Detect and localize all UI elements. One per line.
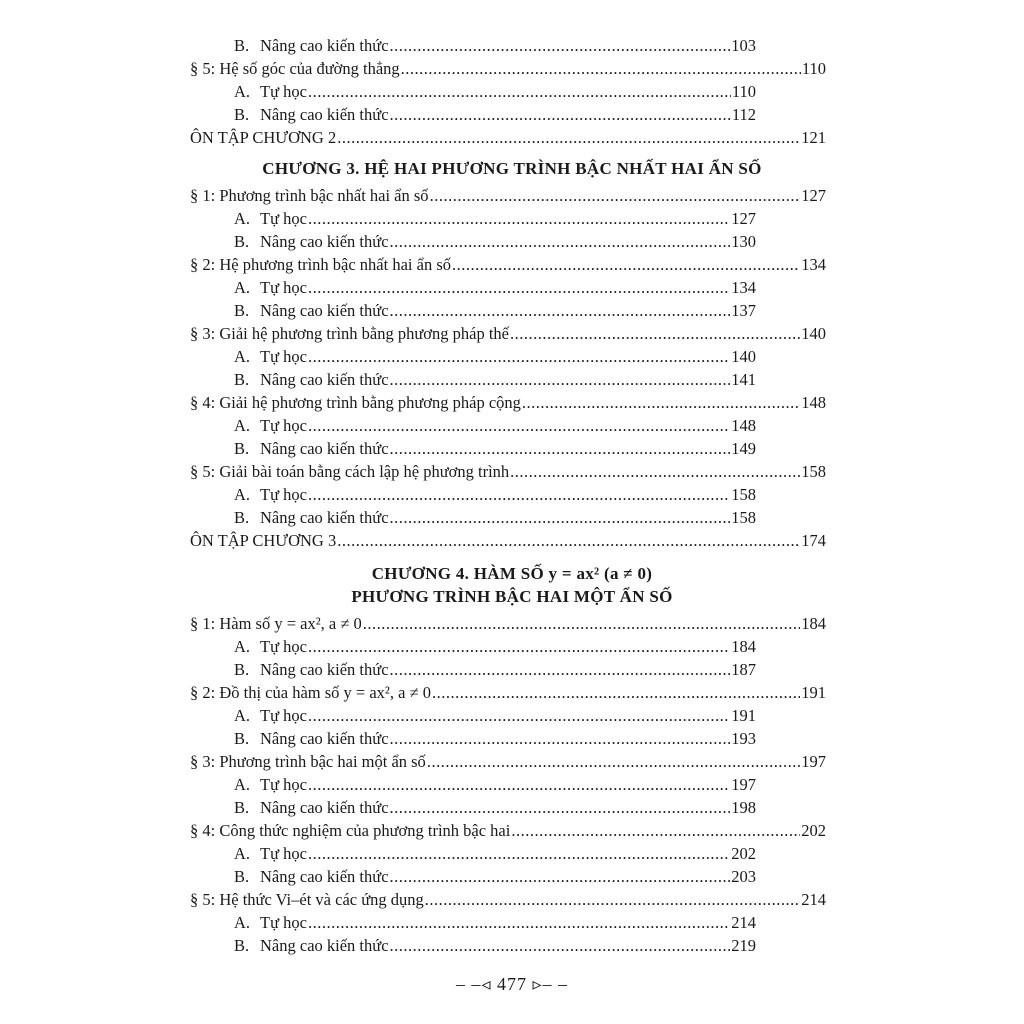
toc-entry-label: § 1: Phương trình bậc nhất hai ẩn số xyxy=(190,186,429,205)
toc-entry-label: § 2: Hệ phương trình bậc nhất hai ẩn số xyxy=(190,255,451,274)
toc-section-row[interactable] xyxy=(0,460,1024,483)
dot-leader xyxy=(390,727,731,750)
dot-leader xyxy=(308,704,730,727)
toc-section-row[interactable] xyxy=(0,322,1024,345)
dot-leader xyxy=(390,103,731,126)
toc-page-number: 193 xyxy=(731,729,756,748)
toc-entry-label: Nâng cao kiến thức xyxy=(260,370,389,389)
toc-subsection-row[interactable] xyxy=(0,934,1024,957)
toc-entry-label: § 5: Hệ thức Vi–ét và các ứng dụng xyxy=(190,890,424,909)
dot-leader xyxy=(452,253,800,276)
toc-entry-label: § 5: Hệ số góc của đường thẳng xyxy=(190,59,400,78)
dot-leader xyxy=(308,842,730,865)
toc-subsection-row[interactable] xyxy=(0,276,1024,299)
dot-leader xyxy=(308,414,730,437)
chapter-title-line: CHƯƠNG 4. HÀM SỐ y = ax² (a ≠ 0) xyxy=(371,564,653,583)
dot-leader xyxy=(425,888,800,911)
toc-page-number: 184 xyxy=(731,637,756,656)
dot-leader xyxy=(390,34,731,57)
toc-page-number: 214 xyxy=(801,890,826,909)
toc-page-number: 112 xyxy=(731,105,756,124)
toc-entry-letter: B. xyxy=(234,105,250,124)
toc-entry-label: Nâng cao kiến thức xyxy=(260,867,389,886)
toc-entry-label: Tự học xyxy=(260,485,307,504)
toc-section-row[interactable] xyxy=(0,391,1024,414)
dot-leader xyxy=(337,126,800,149)
toc-entry-label: § 4: Công thức nghiệm của phương trình bậc hai xyxy=(190,821,511,840)
dot-leader xyxy=(308,773,730,796)
toc-subsection-row[interactable] xyxy=(0,842,1024,865)
dot-leader xyxy=(390,299,731,322)
dot-leader xyxy=(308,635,730,658)
toc-entry-letter: A. xyxy=(234,637,251,656)
toc-entry-label: § 2: Đồ thị của hàm số y = ax², a ≠ 0 xyxy=(190,683,431,702)
toc-section-row[interactable] xyxy=(0,57,1024,80)
chapter-title-line: PHƯƠNG TRÌNH BẬC HAI MỘT ẨN SỐ xyxy=(351,587,673,606)
toc-entry-letter: A. xyxy=(234,416,251,435)
dot-leader xyxy=(308,483,730,506)
toc-entry-label: § 1: Hàm số y = ax², a ≠ 0 xyxy=(190,614,362,633)
toc-page-number: 158 xyxy=(731,485,756,504)
toc-page-number: 134 xyxy=(731,278,756,297)
dot-leader xyxy=(401,57,801,80)
toc-page-number: 127 xyxy=(801,186,826,205)
toc-entry-label: Nâng cao kiến thức xyxy=(260,508,389,527)
toc-entry-label: Tự học xyxy=(260,775,307,794)
toc-entry-letter: B. xyxy=(234,301,250,320)
toc-subsection-row[interactable] xyxy=(0,773,1024,796)
toc-entry-label: Tự học xyxy=(260,706,307,725)
toc-section-row[interactable] xyxy=(0,819,1024,842)
toc-page-number: 203 xyxy=(731,867,756,886)
toc-section-row[interactable] xyxy=(0,681,1024,704)
dot-leader xyxy=(308,911,730,934)
chapter-heading xyxy=(0,149,1024,184)
dot-leader xyxy=(308,207,730,230)
toc-entry-letter: B. xyxy=(234,936,250,955)
toc-section-row[interactable] xyxy=(0,529,1024,552)
dot-leader xyxy=(430,184,801,207)
toc-page-number: 140 xyxy=(801,324,826,343)
dot-leader xyxy=(390,506,731,529)
toc-page-number: 103 xyxy=(731,36,756,55)
dot-leader xyxy=(510,322,800,345)
toc-page-number: 148 xyxy=(801,393,826,412)
toc-page-number: 198 xyxy=(731,798,756,817)
toc-subsection-row[interactable] xyxy=(0,911,1024,934)
toc-entry-letter: B. xyxy=(234,370,250,389)
dot-leader xyxy=(427,750,800,773)
toc-subsection-row[interactable] xyxy=(0,80,1024,103)
toc-subsection-row[interactable] xyxy=(0,658,1024,681)
toc-entry-label: Nâng cao kiến thức xyxy=(260,798,389,817)
toc-entry-label: Tự học xyxy=(260,844,307,863)
toc-page-number: 197 xyxy=(801,752,826,771)
toc-subsection-row[interactable] xyxy=(0,635,1024,658)
chapter-title-line: CHƯƠNG 3. HỆ HAI PHƯƠNG TRÌNH BẬC NHẤT HAI ẨN SỐ xyxy=(262,159,762,178)
toc-entry-label: Tự học xyxy=(260,637,307,656)
toc-page-number: 191 xyxy=(801,683,826,702)
toc-entry-letter: A. xyxy=(234,485,251,504)
toc-page-number: 158 xyxy=(801,462,826,481)
toc-page-number: 110 xyxy=(731,82,756,101)
toc-subsection-row[interactable] xyxy=(0,103,1024,126)
dot-leader xyxy=(510,460,800,483)
toc-entry-label: Nâng cao kiến thức xyxy=(260,439,389,458)
toc-entry-letter: A. xyxy=(234,278,251,297)
toc-subsection-row[interactable] xyxy=(0,299,1024,322)
toc-page-number: 130 xyxy=(731,232,756,251)
toc-page-number: 121 xyxy=(801,128,826,147)
toc-subsection-row[interactable] xyxy=(0,704,1024,727)
toc-subsection-row[interactable] xyxy=(0,345,1024,368)
toc-entry-label: Tự học xyxy=(260,347,307,366)
page-number-footer: – –◃ 477 ▹– – xyxy=(455,974,569,994)
toc-page-number: 214 xyxy=(731,913,756,932)
table-of-contents xyxy=(0,34,1024,957)
toc-page-number: 141 xyxy=(731,370,756,389)
toc-subsection-row[interactable] xyxy=(0,207,1024,230)
toc-entry-letter: B. xyxy=(234,729,250,748)
toc-entry-letter: B. xyxy=(234,36,250,55)
toc-subsection-row[interactable] xyxy=(0,230,1024,253)
toc-entry-label: Tự học xyxy=(260,209,307,228)
toc-page-number: 137 xyxy=(731,301,756,320)
toc-page-number: 174 xyxy=(801,531,826,550)
toc-entry-letter: A. xyxy=(234,209,251,228)
toc-entry-label: Tự học xyxy=(260,416,307,435)
toc-page-number: 158 xyxy=(731,508,756,527)
toc-entry-letter: A. xyxy=(234,347,251,366)
dot-leader xyxy=(390,658,731,681)
toc-entry-letter: A. xyxy=(234,706,251,725)
dot-leader xyxy=(390,437,731,460)
toc-subsection-row[interactable] xyxy=(0,437,1024,460)
toc-entry-label: Nâng cao kiến thức xyxy=(260,660,389,679)
toc-entry-letter: B. xyxy=(234,798,250,817)
dot-leader xyxy=(390,796,731,819)
dot-leader xyxy=(308,276,730,299)
dot-leader xyxy=(390,368,731,391)
toc-page-number: 134 xyxy=(801,255,826,274)
toc-subsection-row[interactable] xyxy=(0,483,1024,506)
toc-entry-label: Nâng cao kiến thức xyxy=(260,105,389,124)
toc-entry-letter: A. xyxy=(234,775,251,794)
toc-entry-label: § 5: Giải bài toán bằng cách lập hệ phương trình xyxy=(190,462,510,481)
toc-entry-letter: B. xyxy=(234,867,250,886)
dot-leader xyxy=(390,934,731,957)
toc-subsection-row[interactable] xyxy=(0,34,1024,57)
toc-subsection-row[interactable] xyxy=(0,865,1024,888)
toc-entry-label: Nâng cao kiến thức xyxy=(260,301,389,320)
toc-entry-label: § 3: Phương trình bậc hai một ẩn số xyxy=(190,752,426,771)
toc-entry-letter: A. xyxy=(234,844,251,863)
toc-page-number: 187 xyxy=(731,660,756,679)
toc-section-row[interactable] xyxy=(0,126,1024,149)
chapter-heading xyxy=(0,552,1024,612)
toc-page-number: 219 xyxy=(731,936,756,955)
toc-section-row[interactable] xyxy=(0,184,1024,207)
toc-entry-label: Nâng cao kiến thức xyxy=(260,936,389,955)
toc-entry-label: § 4: Giải hệ phương trình bằng phương pháp cộng xyxy=(190,393,521,412)
toc-entry-label: Tự học xyxy=(260,913,307,932)
dot-leader xyxy=(337,529,800,552)
toc-entry-label: Nâng cao kiến thức xyxy=(260,36,389,55)
dot-leader xyxy=(390,230,731,253)
dot-leader xyxy=(522,391,800,414)
toc-entry-letter: B. xyxy=(234,439,250,458)
toc-entry-label: ÔN TẬP CHƯƠNG 3 xyxy=(190,531,337,550)
toc-section-row[interactable] xyxy=(0,612,1024,635)
toc-page-number: 202 xyxy=(801,821,826,840)
toc-page-number: 191 xyxy=(731,706,756,725)
toc-page-number: 148 xyxy=(731,416,756,435)
toc-subsection-row[interactable] xyxy=(0,796,1024,819)
toc-page-number: 184 xyxy=(801,614,826,633)
toc-entry-label: ÔN TẬP CHƯƠNG 2 xyxy=(190,128,337,147)
toc-entry-letter: B. xyxy=(234,232,250,251)
dot-leader xyxy=(308,80,731,103)
toc-page-number: 149 xyxy=(731,439,756,458)
toc-entry-letter: B. xyxy=(234,660,250,679)
dot-leader xyxy=(363,612,800,635)
dot-leader xyxy=(511,819,800,842)
toc-entry-label: § 3: Giải hệ phương trình bằng phương pháp thế xyxy=(190,324,509,343)
toc-page-number: 197 xyxy=(731,775,756,794)
dot-leader xyxy=(308,345,730,368)
toc-page-number: 110 xyxy=(801,59,826,78)
toc-page-number: 140 xyxy=(731,347,756,366)
toc-entry-letter: A. xyxy=(234,82,251,101)
toc-subsection-row[interactable] xyxy=(0,506,1024,529)
toc-page-number: 202 xyxy=(731,844,756,863)
toc-subsection-row[interactable] xyxy=(0,727,1024,750)
toc-section-row[interactable] xyxy=(0,888,1024,911)
toc-entry-label: Nâng cao kiến thức xyxy=(260,729,389,748)
toc-section-row[interactable] xyxy=(0,750,1024,773)
toc-entry-label: Nâng cao kiến thức xyxy=(260,232,389,251)
dot-leader xyxy=(390,865,731,888)
toc-subsection-row[interactable] xyxy=(0,414,1024,437)
toc-subsection-row[interactable] xyxy=(0,368,1024,391)
dot-leader xyxy=(432,681,800,704)
toc-entry-label: Tự học xyxy=(260,278,307,297)
toc-section-row[interactable] xyxy=(0,253,1024,276)
toc-entry-letter: A. xyxy=(234,913,251,932)
toc-entry-label: Tự học xyxy=(260,82,307,101)
toc-entry-letter: B. xyxy=(234,508,250,527)
toc-page-number: 127 xyxy=(731,209,756,228)
